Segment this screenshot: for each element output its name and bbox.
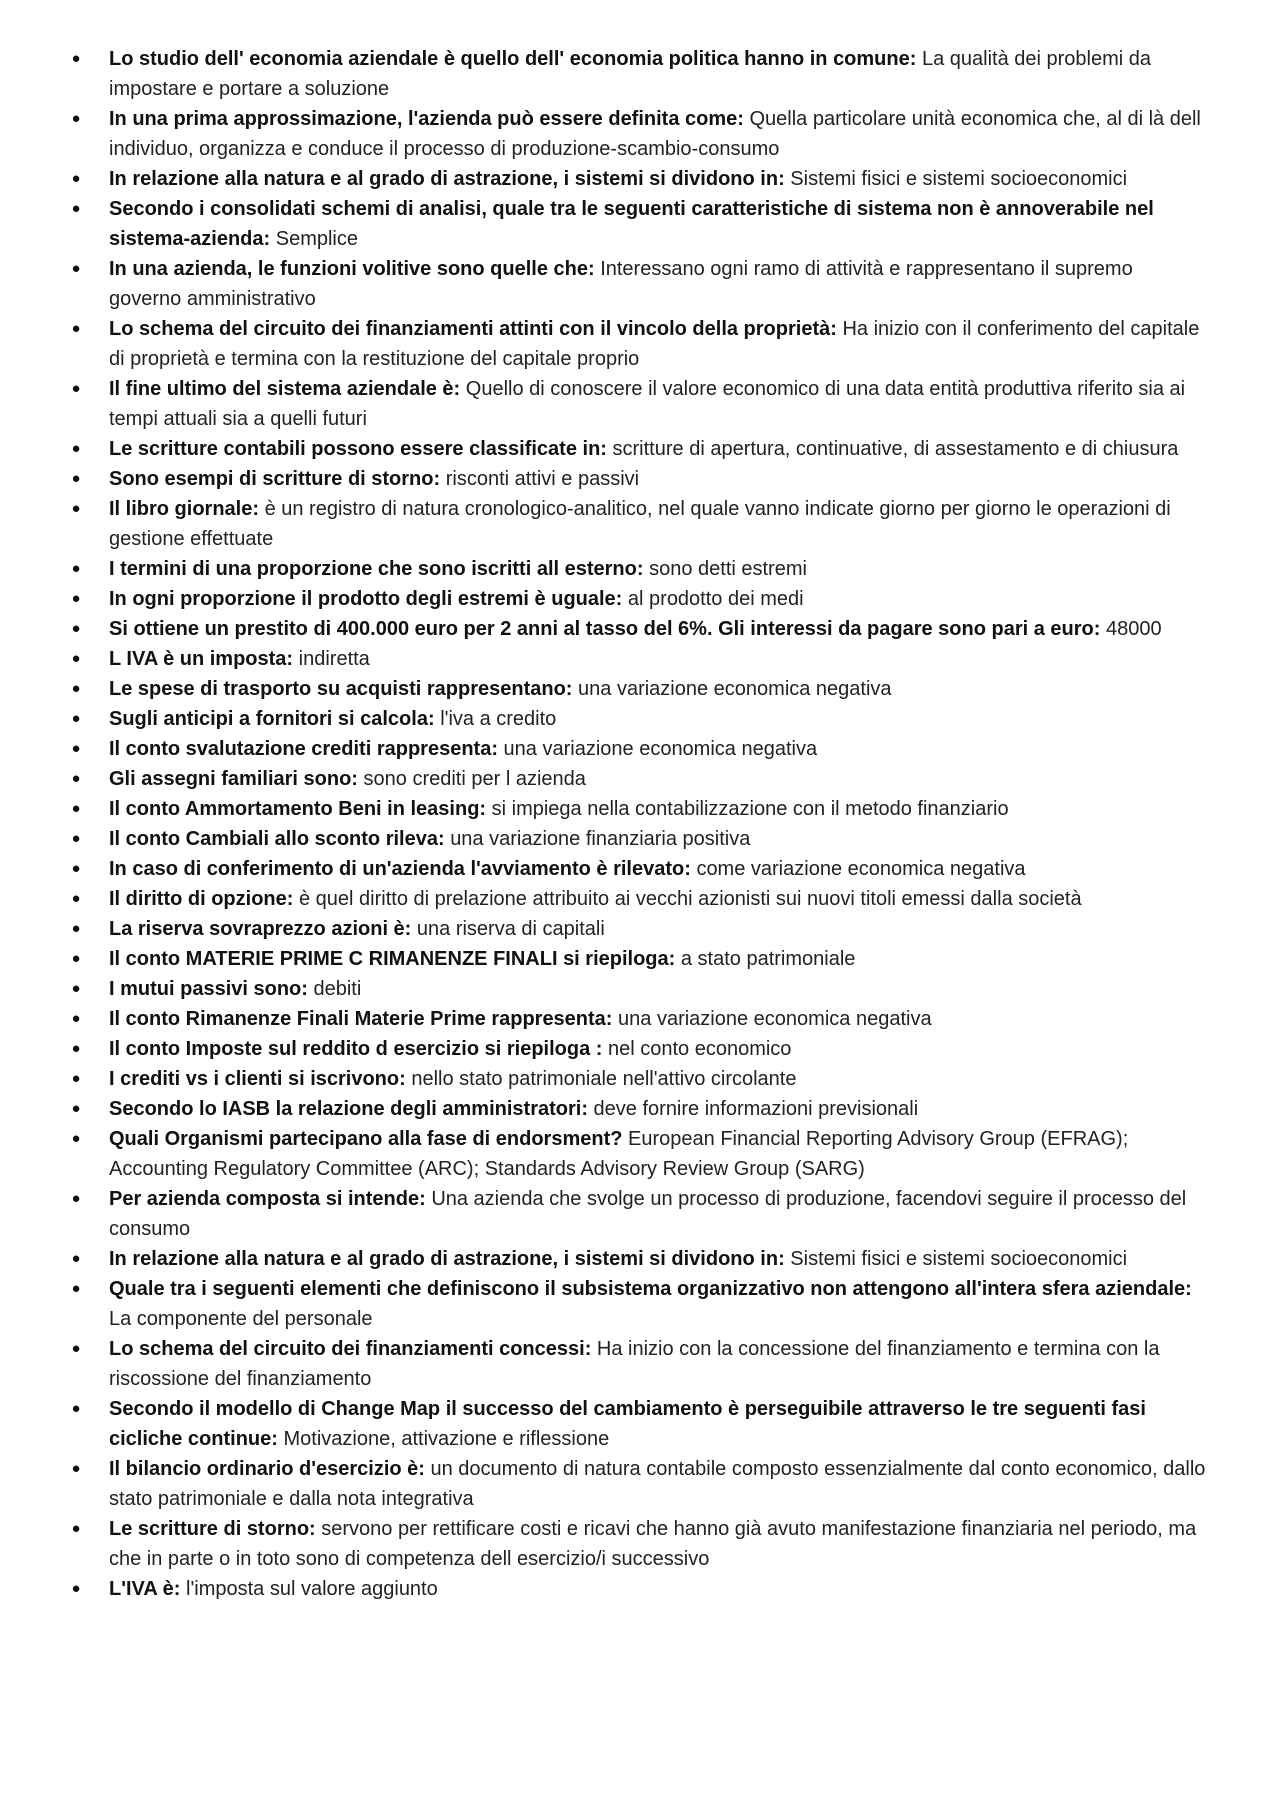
list-item — [0, 764, 1280, 794]
answer-text: 48000 — [1105, 618, 1162, 640]
question-text: Il fine ultimo del sistema aziendale è: — [109, 378, 461, 400]
answer-text: scritture di apertura, continuative, di assestamento e di chiusura — [612, 438, 1179, 460]
answer-text: l'iva a credito — [440, 708, 557, 730]
list-item — [0, 1094, 1280, 1124]
bullet-icon: ● — [71, 320, 81, 337]
qa-list — [0, 44, 1280, 1604]
list-item — [0, 104, 1280, 164]
question-text: Per azienda composta si intende: — [109, 1188, 426, 1210]
question-text: Sugli anticipi a fornitori si calcola: — [109, 708, 435, 730]
list-item — [0, 434, 1280, 464]
list-item — [0, 854, 1280, 884]
question-text: Le spese di trasporto su acquisti rappresentano: — [109, 678, 573, 700]
answer-text: sono detti estremi — [649, 558, 807, 580]
bullet-icon: ● — [71, 830, 81, 847]
bullet-icon: ● — [71, 1280, 81, 1297]
answer-text: un documento di natura contabile composto essenzialmente dal conto economico, dallo stato patrimoniale e dalla nota integrativa — [109, 1458, 1206, 1510]
list-item — [0, 824, 1280, 854]
question-text: L IVA è un imposta: — [109, 648, 294, 670]
answer-text: nel conto economico — [607, 1038, 792, 1060]
bullet-icon: ● — [71, 500, 81, 517]
question-text: Lo studio dell' economia aziendale è quello dell' economia politica hanno in comune: — [109, 48, 917, 70]
list-item — [0, 494, 1280, 554]
bullet-icon: ● — [71, 680, 81, 697]
bullet-icon: ● — [71, 1010, 81, 1027]
list-item — [0, 1574, 1280, 1604]
answer-text: servono per rettificare costi e ricavi che hanno già avuto manifestazione finanziaria nel periodo, ma che in parte o in toto sono di competenza dell esercizio/i successivo — [109, 1518, 1197, 1570]
bullet-icon: ● — [71, 980, 81, 997]
list-item — [0, 164, 1280, 194]
list-item — [0, 584, 1280, 614]
bullet-icon: ● — [71, 620, 81, 637]
bullet-icon: ● — [71, 740, 81, 757]
answer-text: European Financial Reporting Advisory Group (EFRAG); Accounting Regulatory Committee (ARC); Standards Advisory Review Group (SARG) — [109, 1128, 1129, 1180]
bullet-icon: ● — [71, 560, 81, 577]
answer-text: si impiega nella contabilizzazione con il metodo finanziario — [491, 798, 1009, 820]
list-item — [0, 374, 1280, 434]
answer-text: La qualità dei problemi da impostare e portare a soluzione — [109, 48, 1152, 100]
answer-text: Ha inizio con il conferimento del capitale di proprietà e termina con la restituzione del capitale proprio — [109, 318, 1200, 370]
bullet-icon: ● — [71, 1130, 81, 1147]
bullet-icon: ● — [71, 710, 81, 727]
list-item — [0, 794, 1280, 824]
answer-text: l'imposta sul valore aggiunto — [186, 1578, 438, 1600]
list-item — [0, 44, 1280, 104]
list-item — [0, 1334, 1280, 1394]
question-text: I crediti vs i clienti si iscrivono: — [109, 1068, 406, 1090]
answer-text: deve fornire informazioni previsionali — [593, 1098, 919, 1120]
list-item — [0, 734, 1280, 764]
list-item — [0, 254, 1280, 314]
answer-text: una variazione economica negativa — [578, 678, 892, 700]
answer-text: una variazione economica negativa — [618, 1008, 932, 1030]
list-item — [0, 1004, 1280, 1034]
list-item — [0, 1394, 1280, 1454]
answer-text: risconti attivi e passivi — [445, 468, 640, 490]
answer-text: indiretta — [298, 648, 370, 670]
list-item — [0, 1514, 1280, 1574]
bullet-icon: ● — [71, 860, 81, 877]
answer-text: Sistemi fisici e sistemi socioeconomici — [790, 168, 1128, 190]
bullet-icon: ● — [71, 1070, 81, 1087]
answer-text: Una azienda che svolge un processo di produzione, facendovi seguire il processo del consumo — [109, 1188, 1187, 1240]
answer-text: a stato patrimoniale — [680, 948, 856, 970]
question-text: Lo schema del circuito dei finanziamenti concessi: — [109, 1338, 592, 1360]
bullet-icon: ● — [71, 770, 81, 787]
question-text: La riserva sovraprezzo azioni è: — [109, 918, 412, 940]
answer-text: Semplice — [275, 228, 358, 250]
question-text: I mutui passivi sono: — [109, 978, 308, 1000]
list-item — [0, 1244, 1280, 1274]
bullet-icon: ● — [71, 260, 81, 277]
bullet-icon: ● — [71, 1520, 81, 1537]
bullet-icon: ● — [71, 200, 81, 217]
question-text: Gli assegni familiari sono: — [109, 768, 358, 790]
question-text: Il diritto di opzione: — [109, 888, 294, 910]
list-item — [0, 1124, 1280, 1184]
bullet-icon: ● — [71, 440, 81, 457]
list-item — [0, 314, 1280, 374]
list-item — [0, 1274, 1280, 1334]
bullet-icon: ● — [71, 170, 81, 187]
question-text: Lo schema del circuito dei finanziamenti attinti con il vincolo della proprietà: — [109, 318, 837, 340]
list-item — [0, 704, 1280, 734]
answer-text: una riserva di capitali — [416, 918, 605, 940]
list-item — [0, 884, 1280, 914]
answer-text: Motivazione, attivazione e riflessione — [283, 1428, 610, 1450]
question-text: Il conto svalutazione crediti rappresenta: — [109, 738, 498, 760]
question-text: Sono esempi di scritture di storno: — [109, 468, 441, 490]
question-text: L'IVA è: — [109, 1578, 181, 1600]
bullet-icon: ● — [71, 650, 81, 667]
question-text: Le scritture di storno: — [109, 1518, 316, 1540]
question-text: Il conto MATERIE PRIME C RIMANENZE FINALI si riepiloga: — [109, 948, 676, 970]
list-item — [0, 1034, 1280, 1064]
bullet-icon: ● — [71, 950, 81, 967]
answer-text: debiti — [313, 978, 362, 1000]
list-item — [0, 914, 1280, 944]
question-text: Si ottiene un prestito di 400.000 euro per 2 anni al tasso del 6%. Gli interessi da pagare sono pari a euro: — [109, 618, 1101, 640]
question-text: Il conto Ammortamento Beni in leasing: — [109, 798, 487, 820]
bullet-icon: ● — [71, 590, 81, 607]
bullet-icon: ● — [71, 920, 81, 937]
bullet-icon: ● — [71, 1340, 81, 1357]
answer-text: La componente del personale — [109, 1308, 373, 1330]
list-item — [0, 1184, 1280, 1244]
question-text: Le scritture contabili possono essere classificate in: — [109, 438, 607, 460]
list-item — [0, 1454, 1280, 1514]
bullet-icon: ● — [71, 1250, 81, 1267]
bullet-icon: ● — [71, 50, 81, 67]
list-item — [0, 614, 1280, 644]
answer-text: una variazione finanziaria positiva — [450, 828, 751, 850]
question-text: Quale tra i seguenti elementi che definiscono il subsistema organizzativo non attengono all'intera sfera aziendale: — [109, 1278, 1192, 1300]
question-text: Secondo i consolidati schemi di analisi, quale tra le seguenti caratteristiche di sistema non è annoverabile nel sistema-azienda: — [109, 198, 1154, 250]
list-item — [0, 974, 1280, 1004]
bullet-icon: ● — [71, 890, 81, 907]
question-text: In ogni proporzione il prodotto degli estremi è uguale: — [109, 588, 623, 610]
answer-text: sono crediti per l azienda — [363, 768, 586, 790]
bullet-icon: ● — [71, 1400, 81, 1417]
question-text: I termini di una proporzione che sono iscritti all esterno: — [109, 558, 644, 580]
bullet-icon: ● — [71, 470, 81, 487]
list-item — [0, 644, 1280, 674]
answer-text: Interessano ogni ramo di attività e rappresentano il supremo governo amministrativo — [109, 258, 1133, 310]
question-text: In relazione alla natura e al grado di astrazione, i sistemi si dividono in: — [109, 1248, 785, 1270]
list-item — [0, 464, 1280, 494]
question-text: Il libro giornale: — [109, 498, 260, 520]
answer-text: una variazione economica negativa — [503, 738, 818, 760]
answer-text: Ha inizio con la concessione del finanziamento e termina con la riscossione del finanziamento — [109, 1338, 1160, 1390]
answer-text: al prodotto dei medi — [627, 588, 804, 610]
list-item — [0, 554, 1280, 584]
question-text: In una prima approssimazione, l'azienda può essere definita come: — [109, 108, 744, 130]
bullet-icon: ● — [71, 110, 81, 127]
question-text: Secondo il modello di Change Map il successo del cambiamento è perseguibile attraverso le tre seguenti fasi cicliche continue: — [109, 1398, 1146, 1450]
list-item — [0, 1064, 1280, 1094]
answer-text: nello stato patrimoniale nell'attivo circolante — [411, 1068, 797, 1090]
answer-text: è quel diritto di prelazione attribuito ai vecchi azionisti sui nuovi titoli emessi dalla società — [298, 888, 1082, 910]
bullet-icon: ● — [71, 380, 81, 397]
answer-text: come variazione economica negativa — [696, 858, 1026, 880]
answer-text: è un registro di natura cronologico-analitico, nel quale vanno indicate giorno per giorno le operazioni di gestione effettuate — [109, 498, 1171, 550]
question-text: Il bilancio ordinario d'esercizio è: — [109, 1458, 425, 1480]
bullet-icon: ● — [71, 800, 81, 817]
question-text: Il conto Cambiali allo sconto rileva: — [109, 828, 445, 850]
answer-text: Quella particolare unità economica che, al di là dell individuo, organizza e conduce il processo di produzione-scambio-consumo — [109, 108, 1201, 160]
question-text: Il conto Imposte sul reddito d esercizio si riepiloga : — [109, 1038, 603, 1060]
answer-text: Sistemi fisici e sistemi socioeconomici — [790, 1248, 1128, 1270]
bullet-icon: ● — [71, 1460, 81, 1477]
question-text: In caso di conferimento di un'azienda l'avviamento è rilevato: — [109, 858, 691, 880]
bullet-icon: ● — [71, 1580, 81, 1597]
bullet-icon: ● — [71, 1100, 81, 1117]
question-text: In una azienda, le funzioni volitive sono quelle che: — [109, 258, 595, 280]
list-item — [0, 674, 1280, 704]
question-text: In relazione alla natura e al grado di astrazione, i sistemi si dividono in: — [109, 168, 785, 190]
list-item — [0, 944, 1280, 974]
bullet-icon: ● — [71, 1040, 81, 1057]
question-text: Secondo lo IASB la relazione degli amministratori: — [109, 1098, 588, 1120]
answer-text: Quello di conoscere il valore economico di una data entità produttiva riferito sia ai tempi attuali sia a quelli futuri — [109, 378, 1186, 430]
list-item — [0, 194, 1280, 254]
question-text: Quali Organismi partecipano alla fase di endorsment? — [109, 1128, 623, 1150]
question-text: Il conto Rimanenze Finali Materie Prime rappresenta: — [109, 1008, 613, 1030]
bullet-icon: ● — [71, 1190, 81, 1207]
